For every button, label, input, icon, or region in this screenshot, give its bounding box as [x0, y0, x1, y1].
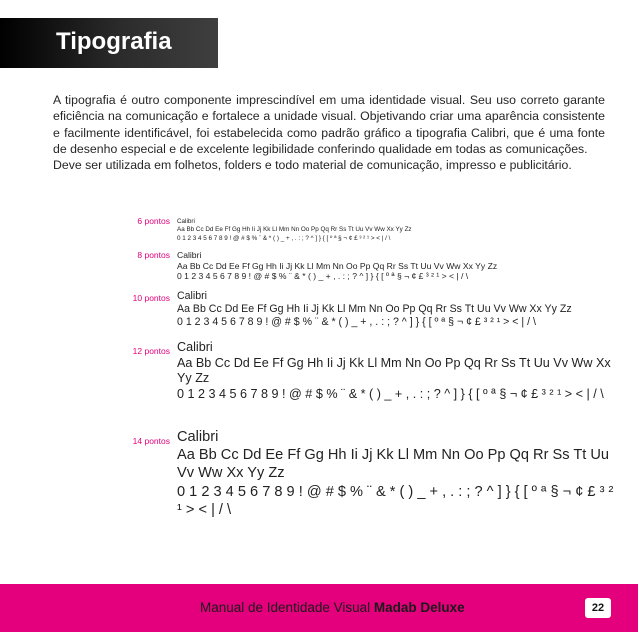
- font-name: Calibri: [177, 250, 202, 260]
- manual-label: Manual de Identidade Visual: [200, 600, 371, 615]
- page-title: Tipografia: [56, 28, 172, 55]
- font-name: Calibri: [177, 429, 219, 445]
- symbols-line: 0 1 2 3 4 5 6 7 8 9 ! @ # $ % ¨ & * ( ) _ + , . : ; ? ^ ] } { [ º ª § ¬ ¢ £ ³ ² ¹ > < | / \: [177, 271, 469, 281]
- symbols-line: 0 1 2 3 4 5 6 7 8 9 ! @ # $ % ¨ & * ( ) _ + , . : ; ? ^ ] } { [ º ª § ¬ ¢ £ ³ ² ¹ > < | / \: [177, 234, 391, 242]
- page-number: 22: [585, 598, 611, 618]
- intro-paragraph-1: A tipografia é outro componente imprescindível em uma identidade visual. Seu uso correto garante eficiência na comunicação e fortalece a unidade visual. Objetivando criar uma aparência consistente e facilmente identificável, foi estabelecida como padrão gráfico a tipografia Calibri, que é uma fonte de desenho especial e de excelente legibilidade conferindo qualidade em todas as comunicações.: [53, 93, 605, 156]
- alphabet-line: Aa Bb Cc Dd Ee Ff Gg Hh Ii Jj Kk Ll Mm Nn Oo Pp Qq Rr Ss Tt Uu Vv Ww Xx Yy Zz: [177, 303, 572, 316]
- alphabet-line: Aa Bb Cc Dd Ee Ff Gg Hh Ii Jj Kk Ll Mm Nn Oo Pp Qq Rr Ss Tt Uu Vv Ww Xx Yy Zz: [177, 355, 611, 385]
- symbols-line: 0 1 2 3 4 5 6 7 8 9 ! @ # $ % ¨ & * ( ) _ + , . : ; ? ^ ] } { [ º ª § ¬ ¢ £ ³ ² ¹ > < | / \: [177, 483, 614, 518]
- size-label: 10 pontos: [132, 293, 170, 303]
- alphabet-line: Aa Bb Cc Dd Ee Ff Gg Hh Ii Jj Kk Ll Mm Nn Oo Pp Qq Rr Ss Tt Uu Vv Ww Xx Yy Zz: [177, 226, 412, 234]
- font-name: Calibri: [177, 340, 213, 354]
- font-name: Calibri: [177, 290, 208, 302]
- size-label: 6 pontos: [137, 216, 170, 226]
- alphabet-line: Aa Bb Cc Dd Ee Ff Gg Hh Ii Jj Kk Ll Mm Nn Oo Pp Qq Rr Ss Tt Uu Vv Ww Xx Yy Zz: [177, 447, 609, 482]
- intro-paragraph-2: Deve ser utilizada em folhetos, folders e todo material de comunicação, impresso e publicitário.: [53, 158, 572, 173]
- intro-text: [53, 92, 605, 173]
- symbols-line: 0 1 2 3 4 5 6 7 8 9 ! @ # $ % ¨ & * ( ) _ + , . : ; ? ^ ] } { [ º ª § ¬ ¢ £ ³ ² ¹ > < | / \: [177, 386, 604, 401]
- size-label: 8 pontos: [137, 250, 170, 260]
- size-label: 12 pontos: [132, 346, 170, 356]
- font-name: Calibri: [177, 218, 195, 225]
- symbols-line: 0 1 2 3 4 5 6 7 8 9 ! @ # $ % ¨ & * ( ) _ + , . : ; ? ^ ] } { [ º ª § ¬ ¢ £ ³ ² ¹ > < | / \: [177, 316, 536, 329]
- size-label: 14 pontos: [132, 436, 170, 446]
- brand-name: Madab Deluxe: [373, 600, 465, 615]
- alphabet-line: Aa Bb Cc Dd Ee Ff Gg Hh Ii Jj Kk Ll Mm Nn Oo Pp Qq Rr Ss Tt Uu Vv Ww Xx Yy Zz: [177, 260, 498, 271]
- footer-caption: [200, 600, 465, 615]
